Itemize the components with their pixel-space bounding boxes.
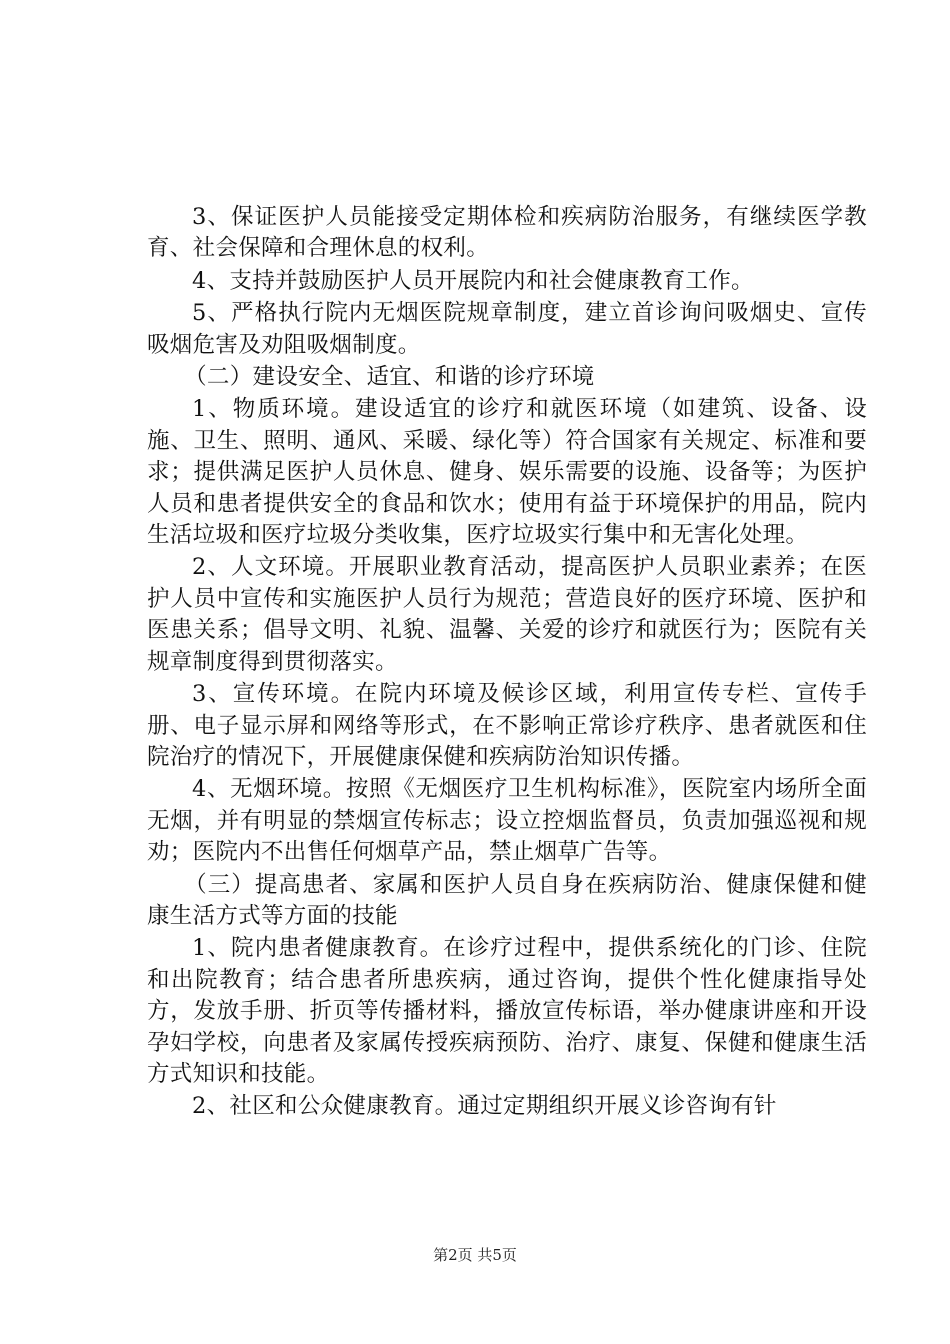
paragraph-item-4-health-education: 4、支持并鼓励医护人员开展院内和社会健康教育工作。 xyxy=(192,267,754,294)
page-number-footer: 第2页 共5页 xyxy=(433,1246,517,1264)
section-heading-3: （三）提高患者、家属和医护人员自身在疾病防治、健康保健和健康生活方式等方面的技能 xyxy=(147,871,867,929)
paragraph-item-5-smoke-free: 5、严格执行院内无烟医院规章制度，建立首诊询问吸烟史、宣传吸烟危害及劝阻吸烟制度。 xyxy=(147,300,867,358)
paragraph-smoke-free-environment: 4、无烟环境。按照《无烟医疗卫生机构标准》，医院室内场所全面无烟，并有明显的禁烟宣传标志；设立控烟监督员，负责加强巡视和规劝；医院内不出售任何烟草产品，禁止烟草广告等。 xyxy=(147,776,867,866)
paragraph-community-education: 2、社区和公众健康教育。通过定期组织开展义诊咨询有针 xyxy=(192,1093,777,1120)
paragraph-humanistic-environment: 2、人文环境。开展职业教育活动，提高医护人员职业素养；在医护人员中宣传和实施医护人员行为规范；营造良好的医疗环境、医护和医患关系；倡导文明、礼貌、温馨、关爱的诊疗和就医行为；医院有关规章制度得到贯彻落实。 xyxy=(147,554,867,675)
paragraph-item-3-checkup: 3、保证医护人员能接受定期体检和疾病防治服务，有继续医学教育、社会保障和合理休息的权利。 xyxy=(147,204,867,262)
paragraph-physical-environment: 1、物质环境。建设适宜的诊疗和就医环境（如建筑、设备、设施、卫生、照明、通风、采暖、绿化等）符合国家有关规定、标准和要求；提供满足医护人员休息、健身、娱乐需要的设施、设备等；为医护人员和患者提供安全的食品和饮水；使用有益于环境保护的用品，院内生活垃圾和医疗垃圾分类收集，医疗垃圾实行集中和无害化处理。 xyxy=(147,396,867,549)
section-heading-2: （二）建设安全、适宜、和谐的诊疗环境 xyxy=(184,364,595,391)
document-body xyxy=(147,202,867,1124)
paragraph-inpatient-education: 1、院内患者健康教育。在诊疗过程中，提供系统化的门诊、住院和出院教育；结合患者所患疾病，通过咨询，提供个性化健康指导处方，发放手册、折页等传播材料，播放宣传标语，举办健康讲座和开设孕妇学校，向患者及家属传授疾病预防、治疗、康复、保健和健康生活方式知识和技能。 xyxy=(147,935,867,1087)
paragraph-publicity-environment: 3、宣传环境。在院内环境及候诊区域，利用宣传专栏、宣传手册、电子显示屏和网络等形式，在不影响正常诊疗秩序、患者就医和住院治疗的情况下，开展健康保健和疾病防治知识传播。 xyxy=(147,681,867,770)
